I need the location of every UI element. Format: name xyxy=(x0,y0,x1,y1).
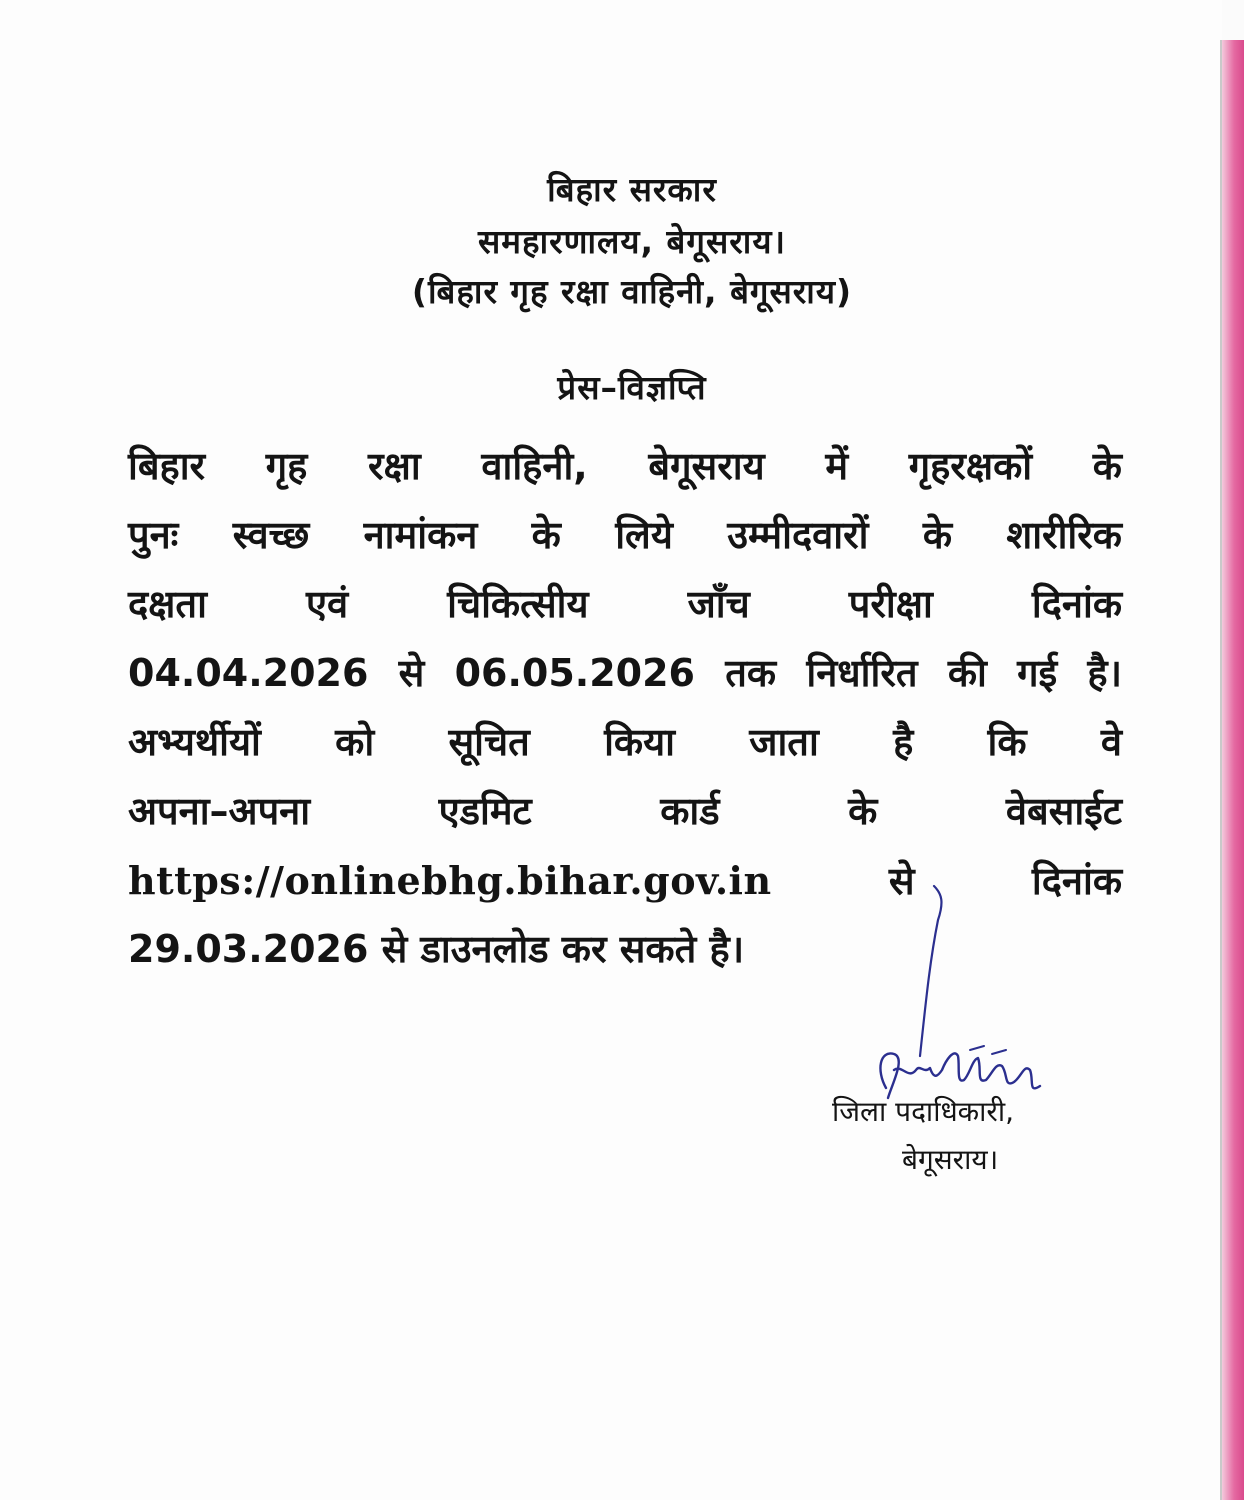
notice-body xyxy=(128,432,1122,984)
signatory-block xyxy=(832,1088,1014,1184)
header-department: (बिहार गृह रक्षा वाहिनी, बेगूसराय) xyxy=(411,272,853,311)
header-government: बिहार सरकार xyxy=(547,170,717,209)
body-line: अभ्यर्थीयों को सूचित किया जाता है कि वे xyxy=(128,720,1122,764)
body-line: 04.04.2026 से 06.05.2026 तक निर्धारित की गई है। xyxy=(128,651,1122,695)
body-line: पुनः स्वच्छ नामांकन के लिये उम्मीदवारों के शारीरिक xyxy=(128,513,1122,557)
pen-stroke-mark xyxy=(900,880,960,1060)
press-release-title: प्रेस–विज्ञप्ति xyxy=(557,368,707,407)
body-line-url xyxy=(128,846,1122,915)
signatory-place: बेगूसराय। xyxy=(902,1143,999,1176)
url-tail-text: से दिनांक xyxy=(888,859,1122,903)
header-office: समहारणालय, बेगूसराय। xyxy=(478,222,786,261)
body-line-last: 29.03.2026 से डाउनलोड कर सकते है। xyxy=(128,927,745,971)
body-line: अपना–अपना एडमिट कार्ड के वेबसाईट xyxy=(128,789,1122,833)
signatory-designation: जिला पदाधिकारी, xyxy=(832,1095,1015,1128)
body-line: बिहार गृह रक्षा वाहिनी, बेगूसराय में गृहरक्षकों के xyxy=(128,444,1122,488)
body-line: दक्षता एवं चिकित्सीय जाँच परीक्षा दिनांक xyxy=(128,582,1122,626)
website-url: https://onlinebhg.bihar.gov.in xyxy=(128,858,772,903)
